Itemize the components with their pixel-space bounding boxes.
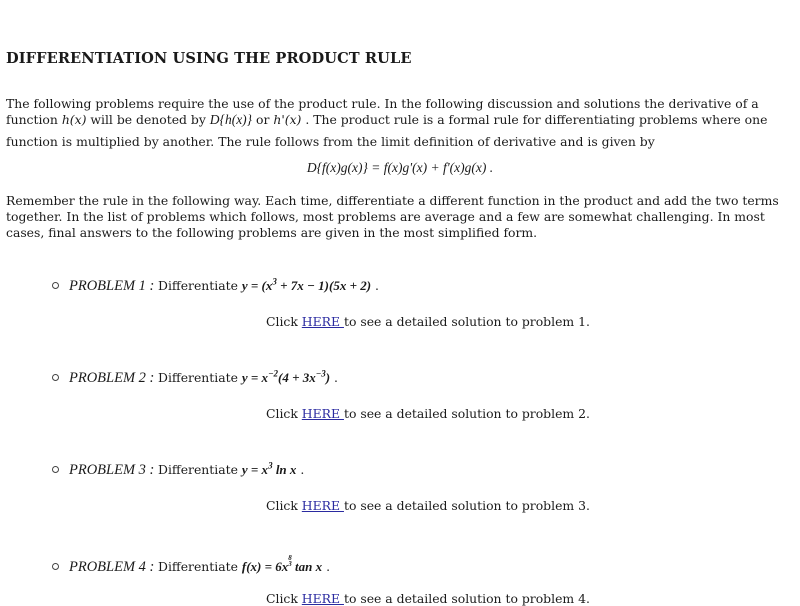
solution-link-4[interactable]: HERE xyxy=(301,591,344,606)
product-rule-formula: D{f(x)g(x)} = f(x)g'(x) + f'(x)g(x) . xyxy=(306,160,494,175)
problem-label: PROBLEM 4 xyxy=(69,559,146,575)
hx-notation: h(x) xyxy=(61,112,87,127)
solution-line-3: Click HERE to see a detailed solution to problem 3. xyxy=(266,498,590,513)
remember-paragraph: Remember the rule in the following way. Each time, differentiate a different function in the product and add the two terms together. In the list of problems which follows, most problems are average and a few are somewhat challenging. In most cases, final answers to the following problems are given in the most simplified form. xyxy=(6,193,779,240)
bullet-circle-icon xyxy=(52,374,59,381)
solution-line-2: Click HERE to see a detailed solution to problem 2. xyxy=(266,406,590,421)
problem-item-1: PROBLEM 1 : Differentiate $y = (x^3 + 7x - 1)(5x + 2)$ . xyxy=(52,278,379,295)
problem-item-4: PROBLEM 4 : Differentiate f(x) = 6x8 3 tan x . xyxy=(52,555,330,576)
solution-link-2[interactable]: HERE xyxy=(301,406,344,421)
bullet-circle-icon xyxy=(52,466,59,473)
h-prime-notation: h'(x) xyxy=(273,112,302,127)
solution-link-1[interactable]: HERE xyxy=(301,314,344,329)
intro-line-3: function is multiplied by another. The rule follows from the limit definition of derivative and is given by xyxy=(6,134,655,149)
problem-label: PROBLEM 3 xyxy=(69,462,146,478)
problem-label: PROBLEM 2 xyxy=(69,370,146,386)
page-title: DIFFERENTIATION USING THE PRODUCT RULE xyxy=(6,50,412,67)
problem-item-3: PROBLEM 3 : Differentiate $y = x^3$ ln x . xyxy=(52,462,304,479)
problem-expression: $y = (x^3 + 7x - 1)(5x + 2)$ xyxy=(241,276,372,293)
solution-line-1: Click HERE to see a detailed solution to problem 1. xyxy=(266,314,590,329)
intro-paragraph: The following problems require the use of the product rule. In the following discussion and solutions the derivative of a function h(x) will be denoted by D{h(x)} or h'(x) . The product rule is a formal rule for differentiating problems where one function is multiplied by another. The rule follows from the limit definition of derivative and is given by xyxy=(6,96,796,150)
problem-expression: $y = x^{-2}(4 + 3x^{-3})$ xyxy=(241,368,331,385)
problem-expression: $y = x^3$ ln x xyxy=(241,460,297,477)
solution-line-4: Click HERE to see a detailed solution to problem 4. xyxy=(266,591,590,606)
problem-item-2: PROBLEM 2 : Differentiate $y = x^{-2}(4 + 3x^{-3})$ . xyxy=(52,370,338,387)
derivative-notation-D: D{h(x)} xyxy=(209,112,253,127)
solution-link-3[interactable]: HERE xyxy=(301,498,344,513)
problem-expression: f(x) = 6x8 3 tan x xyxy=(241,554,323,574)
problem-label: PROBLEM 1 xyxy=(69,278,146,294)
intro-line-1: The following problems require the use of the product rule. In the following discussion and solutions the derivative of a xyxy=(6,96,759,111)
bullet-circle-icon xyxy=(52,282,59,289)
bullet-circle-icon xyxy=(52,563,59,570)
